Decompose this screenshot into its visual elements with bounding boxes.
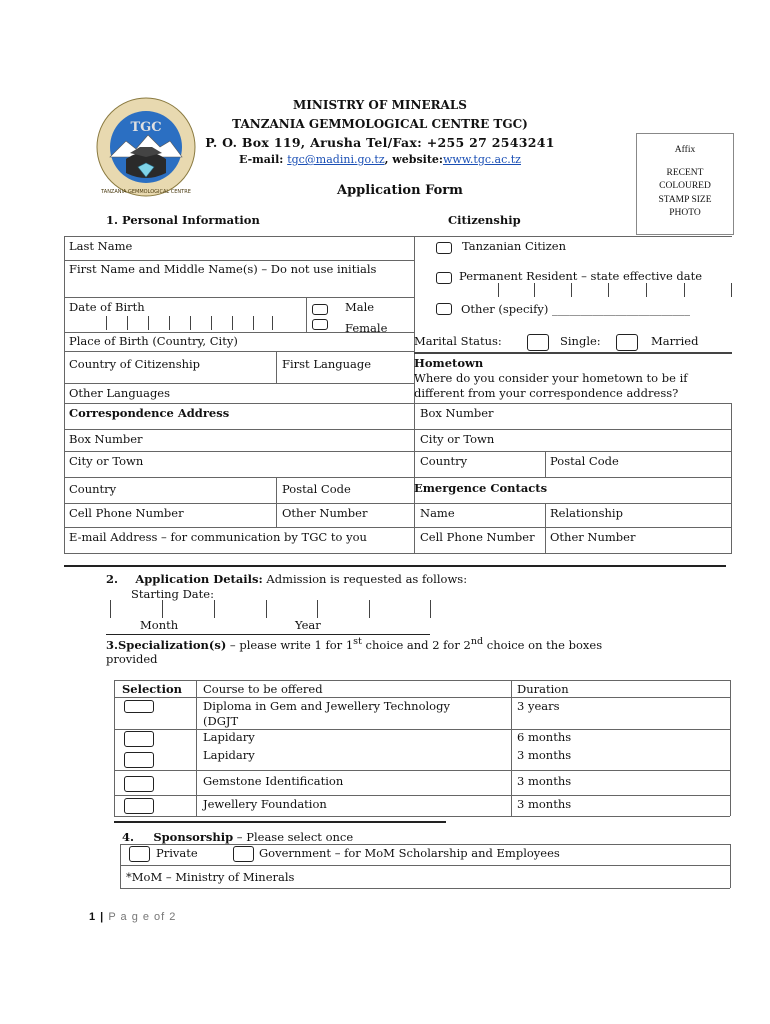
page-number: 1 (89, 911, 97, 923)
tgc-logo-icon (96, 97, 196, 197)
male-label: Male (345, 300, 375, 314)
course-lapidary-6m: Lapidary (203, 730, 255, 744)
single-label: Single: (560, 334, 601, 348)
r-other-number-label: Other Number (550, 530, 636, 544)
duration-lapidary-3m: 3 months (517, 748, 572, 762)
course-select-lapidary-3m[interactable] (124, 752, 154, 768)
course-lapidary-3m: Lapidary (203, 748, 255, 762)
cell-phone-label: Cell Phone Number (69, 506, 184, 520)
photo-photo: PHOTO (669, 208, 701, 218)
year-label: Year (295, 618, 321, 632)
permanent-label: Permanent Resident – state effective date (459, 269, 703, 283)
website-link[interactable]: www.tgc.ac.tz (442, 153, 521, 166)
r-postal-code-label: Postal Code (550, 454, 619, 468)
mom-footnote: *MoM – Ministry of Minerals (126, 870, 295, 884)
hometown-question-1: Where do you consider your hometown to be if (414, 371, 688, 385)
specialization-text-a: – please write 1 for 1 (226, 637, 354, 652)
col-course: Course to be offered (203, 682, 323, 696)
married-label: Married (651, 334, 699, 348)
section4-num: 4. (122, 830, 135, 844)
country-label: Country (69, 482, 117, 496)
city-town-label: City or Town (69, 454, 144, 468)
email-address-label: E-mail Address – for communication by TGC to you (69, 530, 367, 544)
specialization-text-b: choice and 2 for 2 (361, 637, 471, 652)
col-duration: Duration (517, 682, 569, 696)
course-select-lapidary-6m[interactable] (124, 731, 154, 747)
relationship-label: Relationship (550, 506, 623, 520)
hometown-question-2: different from your correspondence address? (414, 386, 679, 400)
course-dgjt-abbr: (DGJT (203, 714, 239, 728)
first-name-label: First Name and Middle Name(s) – Do not use initials (69, 262, 377, 276)
page-footer (89, 911, 176, 923)
contact-line (200, 153, 560, 166)
tanzanian-label: Tanzanian Citizen (462, 239, 567, 253)
course-dgjt: Diploma in Gem and Jewellery Technology (203, 699, 450, 713)
place-of-birth-label: Place of Birth (Country, City) (69, 334, 238, 348)
r-city-town-label: City or Town (420, 432, 495, 446)
course-gemstone: Gemstone Identification (203, 774, 344, 788)
female-label: Female (345, 321, 388, 332)
r-box-number-label: Box Number (420, 406, 494, 420)
citizenship-title: Citizenship (448, 213, 521, 227)
other-specify-label: Other (specify) ________________________ (461, 302, 690, 316)
duration-jewellery: 3 months (517, 797, 572, 811)
duration-gemstone: 3 months (517, 774, 572, 788)
box-number-label: Box Number (69, 432, 143, 446)
photo-box (636, 133, 734, 235)
duration-lapidary-6m: 6 months (517, 730, 572, 744)
ministry-heading: MINISTRY OF MINERALS (293, 98, 467, 112)
photo-recent: RECENT (666, 167, 704, 178)
female-checkbox[interactable] (312, 319, 328, 330)
page-text: P a g e of 2 (108, 911, 177, 923)
col-selection: Selection (122, 682, 183, 696)
svg-text:TANZANIA GEMMOLOGICAL CENTRE: TANZANIA GEMMOLOGICAL CENTRE (101, 189, 191, 195)
page-sep: | (96, 911, 109, 923)
centre-heading: TANZANIA GEMMOLOGICAL CENTRE TGC) (232, 117, 528, 131)
other-languages-label: Other Languages (69, 386, 171, 400)
month-label: Month (140, 618, 179, 632)
personal-info-title: 1. Personal Information (106, 213, 260, 227)
photo-affix: Affix (674, 145, 696, 155)
last-name-label: Last Name (69, 239, 133, 253)
website-label: , website: (384, 153, 443, 166)
marital-status-label: Marital Status: (414, 334, 502, 348)
application-details-text: Admission is requested as follows: (262, 572, 468, 586)
other-citizenship-checkbox[interactable] (436, 303, 452, 315)
government-label: Government – for MoM Scholarship and Employees (259, 846, 560, 860)
starting-date-label: Starting Date: (131, 587, 214, 601)
r-cell-phone-label: Cell Phone Number (420, 530, 535, 544)
other-number-label: Other Number (282, 506, 368, 520)
specialization-title: 3.Specialization(s) (106, 637, 227, 652)
form-title: Application Form (337, 183, 463, 198)
photo-stamp: STAMP SIZE (658, 194, 712, 205)
single-checkbox[interactable] (527, 334, 549, 351)
emergence-title: Emergence Contacts (414, 481, 548, 495)
hometown-title: Hometown (414, 356, 484, 370)
course-select-dgjt[interactable] (124, 700, 154, 713)
application-details-line (106, 572, 467, 586)
course-jewellery: Jewellery Foundation (203, 797, 327, 811)
r-country-label: Country (420, 454, 468, 468)
government-checkbox[interactable] (233, 846, 254, 862)
private-label: Private (156, 846, 198, 860)
correspondence-label: Correspondence Address (69, 406, 230, 420)
permanent-checkbox[interactable] (436, 272, 452, 284)
svg-text:TGC: TGC (130, 120, 162, 135)
specialization-text-c: choice on the boxes (483, 637, 603, 652)
first-language-label: First Language (282, 357, 372, 371)
course-select-jewellery[interactable] (124, 798, 154, 814)
sup-nd: nd (470, 636, 484, 647)
name-label: Name (420, 506, 455, 520)
male-checkbox[interactable] (312, 304, 328, 315)
email-label: E-mail: (239, 153, 284, 166)
tgc-logo (96, 97, 196, 197)
postal-code-label: Postal Code (282, 482, 351, 496)
application-details-title: Application Details: (135, 572, 263, 586)
email-link[interactable]: tgc@madini.go.tz (287, 153, 385, 166)
address-line: P. O. Box 119, Arusha Tel/Fax: +255 27 2543241 (205, 135, 555, 150)
sponsorship-title: Sponsorship (153, 830, 234, 844)
section2-num: 2. (106, 572, 119, 586)
sponsorship-text: – Please select once (233, 830, 354, 844)
married-checkbox[interactable] (616, 334, 638, 351)
tanzanian-checkbox[interactable] (436, 242, 452, 254)
duration-dgjt: 3 years (517, 699, 560, 713)
private-checkbox[interactable] (129, 846, 150, 862)
country-citizenship-label: Country of Citizenship (69, 357, 201, 371)
sup-st: st (353, 636, 362, 647)
specialization-line (106, 636, 602, 652)
photo-coloured: COLOURED (659, 181, 711, 191)
dob-label: Date of Birth (69, 300, 145, 314)
sponsorship-line (122, 830, 353, 844)
specialization-text-d: provided (106, 652, 158, 666)
course-select-gemstone[interactable] (124, 776, 154, 792)
